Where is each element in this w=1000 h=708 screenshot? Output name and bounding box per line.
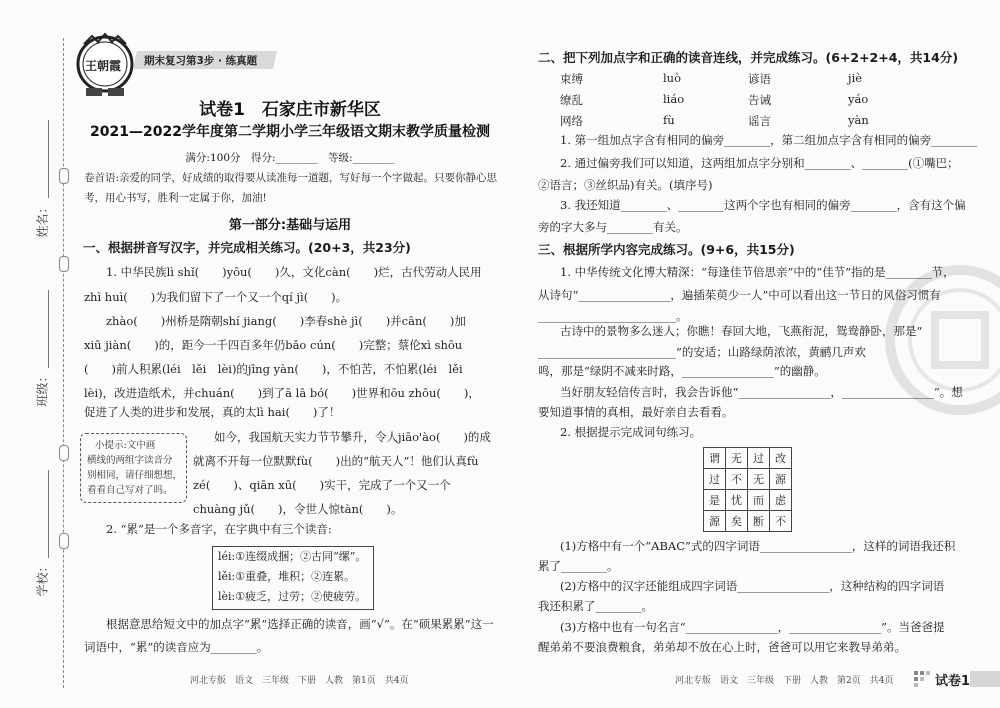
- grid-cell: 忧: [726, 490, 748, 511]
- q2-line: ②语言；③丝织品)有关。(填序号): [538, 178, 713, 192]
- q2-task-line: 根据意思给短文中的加点字“累”选择正确的读音，画“√”。在“硕果累累”这一: [106, 617, 494, 631]
- hint-line: 别相同，请仔细想想，: [87, 470, 183, 481]
- q1-line: zhào( )州桥是隋朝shí jiang( )李春shè jì( )并cān( )加: [106, 314, 466, 328]
- q3b-line: (1)方格中有一个“ABAC”式的四字词语________________，这样的词语我还积: [560, 539, 956, 553]
- q1b-line: 如今，我国航天实力节节攀升，令人jiāo'ào( )的成: [214, 430, 491, 444]
- q3-line: 2. 根据提示完成词句练习。: [560, 425, 702, 439]
- match-pinyin: fù: [663, 113, 675, 127]
- q3-line: 要知道事情的真相，最好亲自去看看。: [538, 405, 734, 419]
- match-word: 告诫: [748, 93, 771, 107]
- q3-line: 1. 中华传统文化博大精深：“每逢佳节倍思亲”中的“佳节”指的是________节，: [560, 265, 955, 279]
- match-pinyin: yáo: [848, 92, 869, 106]
- school-write-line: [48, 470, 49, 558]
- grid-cell: 断: [748, 511, 770, 532]
- grid-cell: 而: [748, 490, 770, 511]
- q2-line: 旁的字大多与________有关。: [538, 220, 688, 234]
- q2-task-line: 词语中，“累”的读音应为________。: [84, 640, 269, 654]
- q1-heading: 一、根据拼音写汉字，并完成相关练习。(20+3，共23分): [83, 240, 411, 255]
- binding-marker: [59, 256, 69, 272]
- hint-box: [80, 433, 187, 503]
- q1b-line: zé( )、qiān xū( )实干，完成了一个又一个: [193, 478, 451, 492]
- q3b-line: 累了________。: [538, 559, 619, 573]
- grid-cell: 是: [704, 490, 726, 511]
- corner-label: 试卷1: [935, 674, 971, 689]
- q3-line: 古诗中的景物多么迷人；你瞧！春回大地，飞燕衔泥，鸳鸯静卧，那是“: [560, 324, 923, 338]
- q1-line: 1. 中华民族lì shǐ( )yōu( )久，文化càn( )烂，古代劳动人民用: [106, 265, 482, 279]
- school-label: 学校：: [35, 560, 50, 597]
- corner-bar: [970, 671, 1000, 687]
- q3-line: 从诗句“________________，遍插茱萸少一人”中可以看出这一节日的风俗习惯有: [538, 288, 941, 302]
- match-word: 谣言: [748, 114, 771, 128]
- right-page: [515, 0, 1000, 708]
- name-write-line: [48, 120, 49, 198]
- match-word: 束缚: [560, 72, 583, 86]
- grid-cell: 过: [704, 469, 726, 490]
- q3-line: ________________________”的安适；山路绿荫浓浓，黄鹂几声欢: [538, 345, 866, 359]
- q3b-line: (2)方格中的汉字还能组成四字词语________________，这种结构的四字词语: [560, 579, 945, 593]
- match-word: 网络: [560, 114, 583, 128]
- q3b-line: 醒弟弟不要浪费粮食，弟弟却不放在心上时，爸爸可以用它来教导弟弟。: [538, 640, 906, 654]
- preface-line: 卷首语:亲爱的同学，好成绩的取得要从读准每一道题，写好每一个字做起。只要你静心思: [84, 172, 498, 184]
- q1b-line: 就离不开每一位默默fù( )出的“航天人”！他们认真fù: [193, 454, 479, 468]
- paper-subtitle: 2021—2022学年度第二学期小学三年级语文期末教学质量检测: [90, 124, 490, 140]
- q1-line: xiū jiàn( )的，距今一千四百多年仍bǎo cún( )完整；蔡伦xì shōu: [84, 338, 463, 352]
- grid-cell: 过: [748, 448, 770, 469]
- q3-line: ________________________。: [538, 309, 688, 323]
- q1-line: lèi)，改进造纸术，并chuán( )到了ā lā bó( )世界和ōu zhōu( )，: [84, 386, 480, 400]
- match-word: 谚语: [748, 72, 771, 86]
- grid-cell: 不: [770, 511, 792, 532]
- q3b-line: (3)方格中也有一句名言“________________，________________”。当爸爸提: [560, 620, 945, 634]
- q3-line: 鸣，那是“绿阴不减来时路，________________”的幽静。: [538, 364, 826, 378]
- grid-cell: 虑: [770, 490, 792, 511]
- part-heading: 第一部分:基础与运用: [228, 218, 352, 233]
- corner-dots-icon: [913, 670, 931, 688]
- match-pinyin: luò: [663, 71, 682, 85]
- reading-line: lěi:①重叠，堆积；②连累。: [218, 570, 356, 583]
- q2-heading: 二、把下列加点字和正确的读音连线，并完成练习。(6+2+2+4，共14分): [538, 50, 959, 65]
- match-word: 缭乱: [560, 93, 583, 107]
- grid-cell: 源: [704, 511, 726, 532]
- binding-marker: [59, 168, 69, 184]
- q1-line: zhì huì( )为我们留下了一个又一个qí jì( )。: [84, 290, 348, 304]
- paper-title: 试卷1 石家庄市新华区: [199, 100, 381, 120]
- class-write-line: [48, 290, 49, 368]
- q1-line: ( )前人积累(léi lěi lèi)的jīng yàn( )，不怕苦，不怕累(léi lěi: [84, 362, 463, 376]
- q1-line: 促进了人类的进步和发展，真的太lì hai( )了！: [84, 405, 341, 419]
- reading-line: léi:①连缀成捆；②古同“缧”。: [218, 550, 367, 563]
- footer-right: 河北专版 语文 三年级 下册 人教 第2页 共4页: [675, 676, 894, 686]
- match-pinyin: yàn: [848, 113, 869, 127]
- preface-line: 考，用心书写，胜利一定属于你，加油!: [84, 192, 267, 204]
- grid-cell: 改: [770, 448, 792, 469]
- q2-line: 3. 我还知道________、________这两个字也有相同的偏旁________，含有这个偏: [560, 198, 966, 212]
- character-grid: [703, 447, 792, 532]
- binding-dashed-line: [63, 38, 64, 688]
- class-label: 班级：: [35, 370, 50, 407]
- banner-text: 期末复习第3步 · 练真题: [144, 55, 258, 67]
- reading-line: lèi:①疲乏，过劳；②使疲劳。: [218, 590, 367, 603]
- name-label: 姓名：: [35, 201, 50, 238]
- q2-line: 1. 第一组加点字含有相同的偏旁________，第二组加点字含有相同的偏旁________: [560, 133, 978, 147]
- match-pinyin: liáo: [663, 92, 685, 106]
- q3b-line: 我还积累了________。: [538, 599, 653, 613]
- binding-marker: [59, 533, 69, 549]
- hint-line: 看看自己写对了吗。: [87, 485, 173, 496]
- q2-intro: 2. “累”是一个多音字，在字典中有三个读音:: [106, 522, 332, 536]
- hint-line: 小提示:文中画: [95, 440, 156, 451]
- match-pinyin: jiè: [848, 71, 863, 85]
- grid-cell: 谓: [704, 448, 726, 469]
- q1b-line: chuàng jǔ( )，令世人惊tàn( )。: [193, 502, 403, 516]
- q2-line: 2. 通过偏旁我们可以知道，这两组加点字分别和________、________(①嘴巴；: [560, 156, 959, 170]
- footer-left: 河北专版 语文 三年级 下册 人教 第1页 共4页: [190, 676, 409, 686]
- q3-line: 当好朋友轻信传言时，我会告诉他“________________，________________”。想: [560, 385, 963, 399]
- readings-box: [212, 546, 374, 610]
- grid-cell: 无: [726, 448, 748, 469]
- grid-cell: 无: [748, 469, 770, 490]
- hint-line: 横线的两组字读音分: [87, 455, 173, 466]
- grid-cell: 源: [770, 469, 792, 490]
- grid-cell: 矣: [726, 511, 748, 532]
- grid-cell: 不: [726, 469, 748, 490]
- q3-heading: 三、根据所学内容完成练习。(9+6，共15分): [538, 242, 795, 257]
- binding-marker: [59, 445, 69, 461]
- score-line: 满分:100分 得分:________ 等级:________: [185, 152, 395, 164]
- brand-logo-text: 王朝霞: [85, 59, 122, 73]
